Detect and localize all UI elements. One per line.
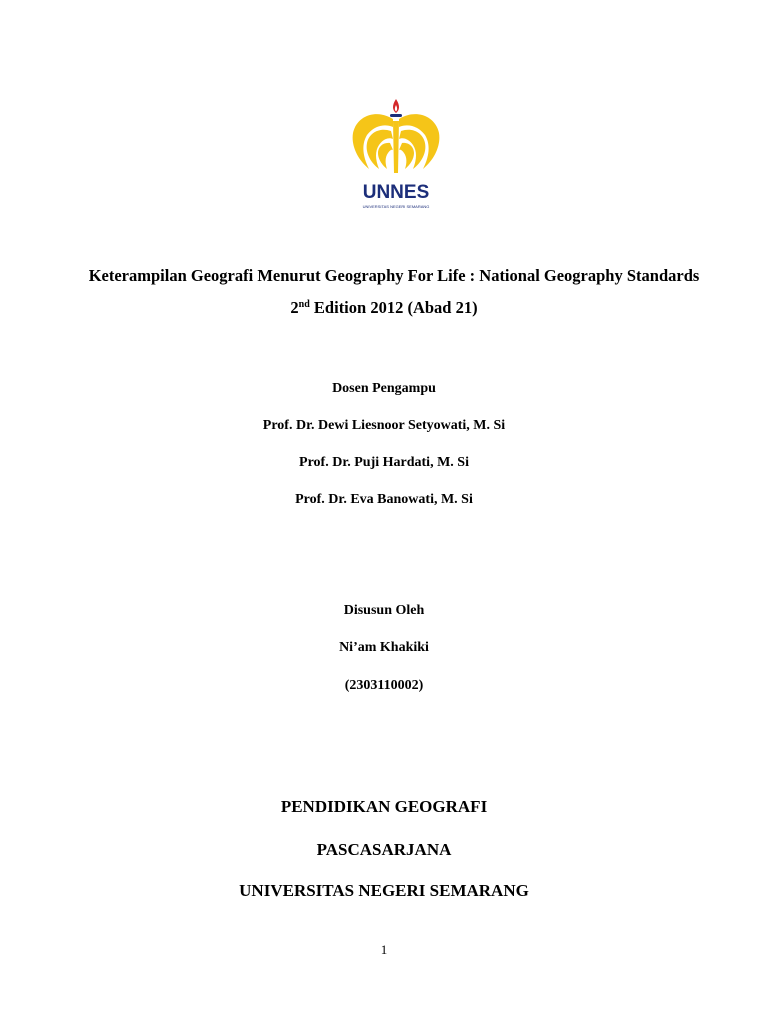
lecturer-name: Prof. Dr. Puji Hardati, M. Si bbox=[299, 455, 469, 470]
author-id: (2303110002) bbox=[344, 678, 424, 693]
unnes-logo bbox=[343, 95, 449, 215]
faculty-name: PASCASARJANA bbox=[316, 840, 452, 859]
lecturer-heading: Dosen Pengampu bbox=[332, 381, 436, 396]
lecturer-name: Prof. Dr. Eva Banowati, M. Si bbox=[295, 492, 473, 507]
document-title-line-2 bbox=[0, 298, 768, 318]
logo-wordmark: UNNES bbox=[362, 182, 430, 203]
page-number: 1 bbox=[380, 942, 388, 957]
document-title-line-1: Keterampilan Geografi Menurut Geography For Life : National Geography Standards bbox=[88, 266, 700, 285]
lecturer-name: Prof. Dr. Dewi Liesnoor Setyowati, M. Si bbox=[262, 418, 506, 433]
author-heading: Disusun Oleh bbox=[343, 603, 425, 618]
author-name: Ni’am Khakiki bbox=[339, 640, 429, 655]
logo-subtext: UNIVERSITAS NEGERI SEMARANG bbox=[362, 204, 430, 209]
edition-superscript: nd bbox=[298, 299, 310, 310]
program-name: PENDIDIKAN GEOGRAFI bbox=[280, 797, 488, 816]
edition-number: 2 bbox=[290, 298, 299, 317]
edition-text: Edition 2012 (Abad 21) bbox=[313, 298, 478, 317]
university-name: UNIVERSITAS NEGERI SEMARANG bbox=[239, 881, 529, 900]
